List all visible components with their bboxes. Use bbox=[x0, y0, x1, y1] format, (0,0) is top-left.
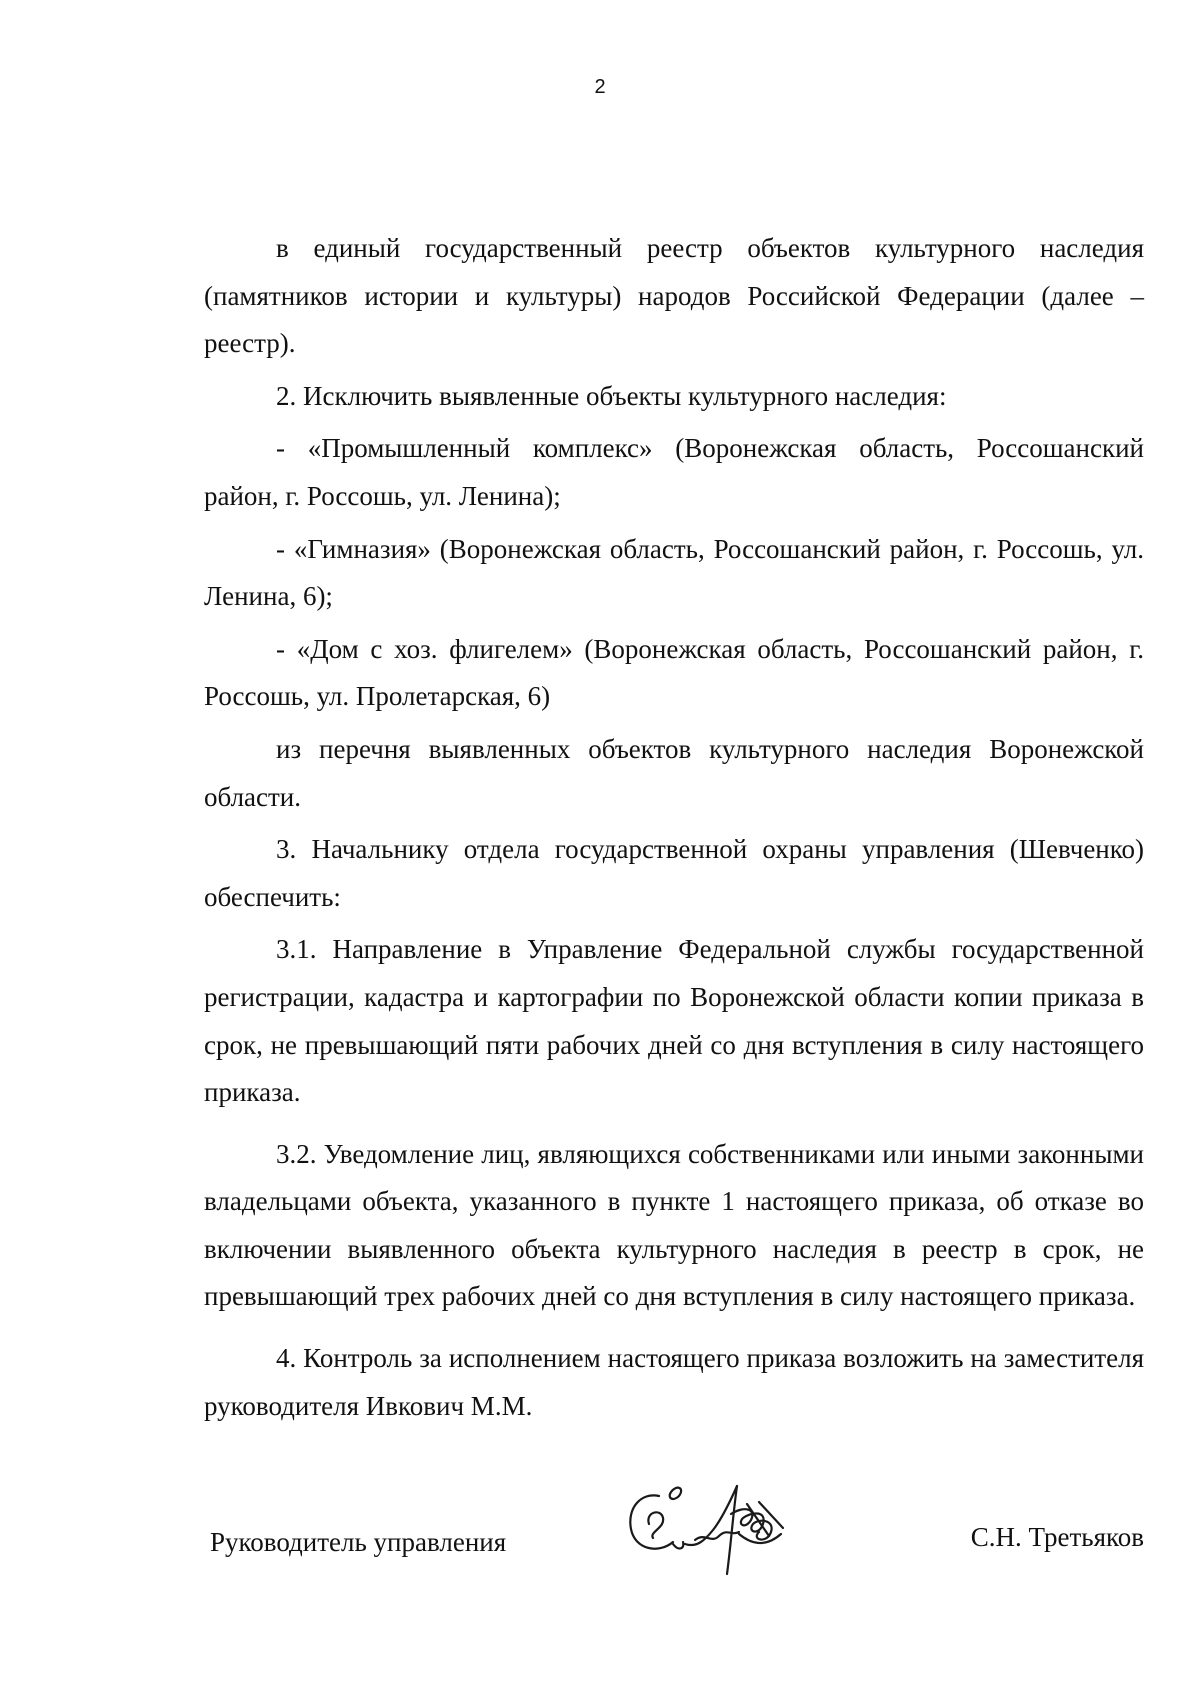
list-item-industrial-complex: - «Промышленный комплекс» (Воронежская область, Россошанский район, г. Россошь, ул. Ленина); bbox=[204, 433, 1144, 511]
page-number: 2 bbox=[594, 76, 606, 98]
signer-name: С.Н. Третьяков bbox=[970, 1522, 1144, 1552]
list-item-house-with-wing: - «Дом с хоз. флигелем» (Воронежская область, Россошанский район, г. Россошь, ул. Пролетарская, 6) bbox=[204, 633, 1144, 712]
signer-title: Руководитель управления bbox=[210, 1527, 507, 1557]
paragraph-item-3-2: 3.2. Уведомление лиц, являющихся собственниками или иными законными владельцами объекта, указанного в пункте 1 настоящего приказа, об отказе во включении выявленного объекта культурного наследия в реестр в срок, не превышающий трех рабочих дней со дня вступления в силу настоящего приказа. bbox=[204, 1138, 1144, 1312]
signature-block bbox=[204, 1482, 1144, 1562]
document-body bbox=[204, 225, 1144, 1430]
paragraph-exclusion-list: из перечня выявленных объектов культурного наследия Воронежской области. bbox=[204, 733, 1144, 812]
paragraph-item-3: 3. Начальнику отдела государственной охраны управления (Шевченко) обеспечить: bbox=[204, 834, 1144, 912]
handwritten-signature bbox=[619, 1474, 819, 1584]
paragraph-item-2: 2. Исключить выявленные объекты культурного наследия: bbox=[276, 380, 947, 411]
paragraph-item-3-1: 3.1. Направление в Управление Федеральной службы государственной регистрации, кадастра и картографии по Воронежской области копии приказа в срок, не превышающий пяти рабочих дней со дня вступления в силу настоящего приказа. bbox=[204, 934, 1144, 1108]
list-item-gymnasium: - «Гимназия» (Воронежская область, Россошанский район, г. Россошь, ул. Ленина, 6); bbox=[204, 533, 1144, 612]
paragraph-item-4: 4. Контроль за исполнением настоящего приказа возложить на заместителя руководителя Ивкович М.М. bbox=[204, 1343, 1144, 1421]
paragraph-registry-intro: в единый государственный реестр объектов культурного наследия (памятников истории и культуры) народов Российской Федерации (далее – реестр). bbox=[204, 233, 1144, 359]
